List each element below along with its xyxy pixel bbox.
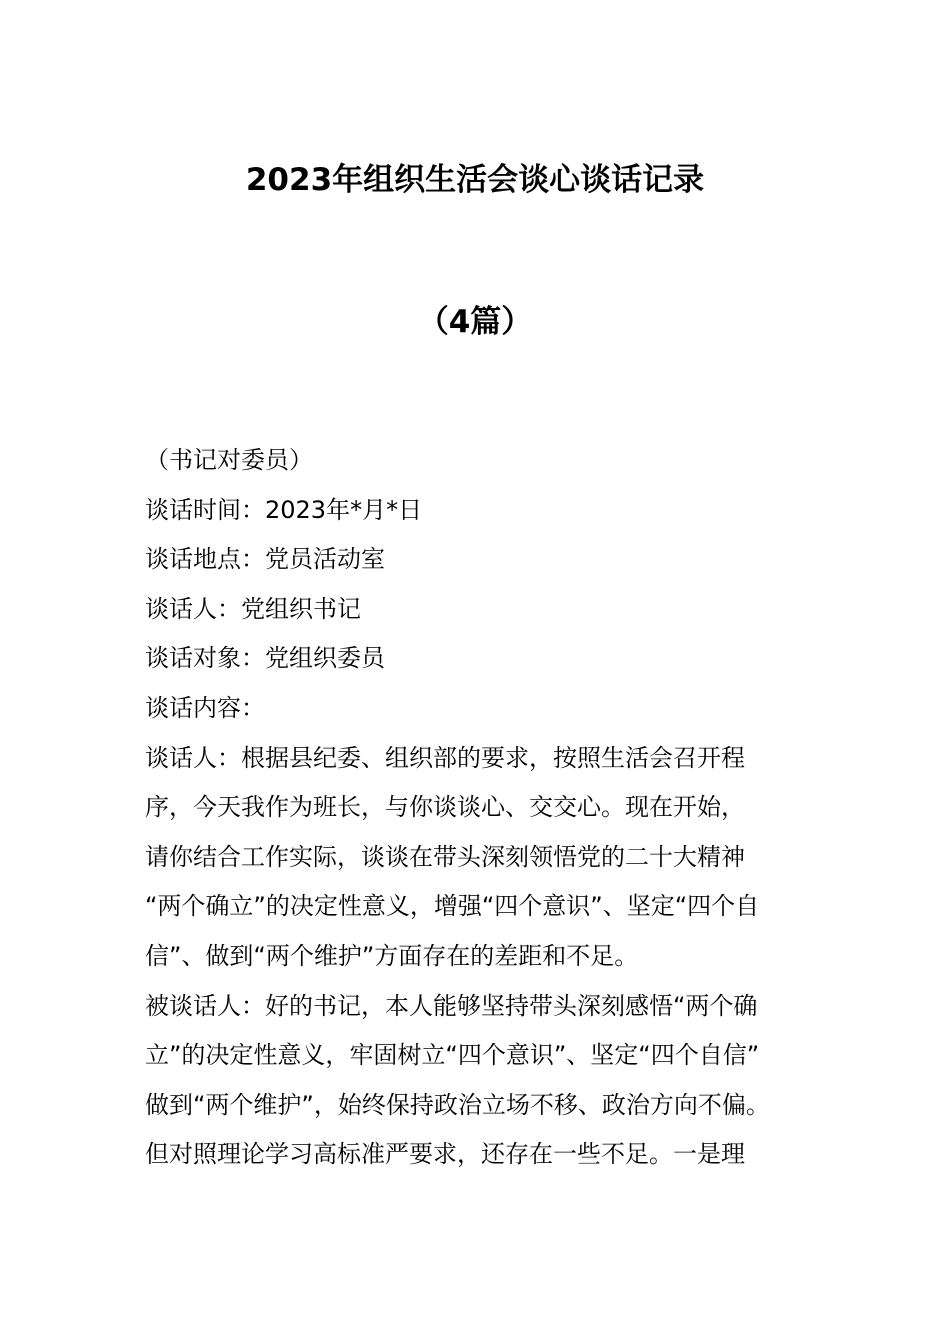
- paragraph-line: 但对照理论学习高标准严要求，还存在一些不足。一是理: [145, 1140, 745, 1169]
- paragraph-line: 被谈话人：好的书记，本人能够坚持带头深刻感悟“两个确: [145, 991, 758, 1020]
- meta-role-line: （书记对委员）: [145, 446, 313, 474]
- meta-content-label: 谈话内容：: [145, 693, 265, 722]
- meta-location-line: 谈话地点：党员活动室: [145, 545, 385, 574]
- paragraph-respondent: [145, 982, 807, 1180]
- paragraph-line: 做到“两个维护”，始终保持政治立场不移、政治方向不偏。: [145, 1090, 770, 1119]
- paragraph-line: 请你结合工作实际，谈谈在带头深刻领悟党的二十大精神: [145, 842, 745, 871]
- paragraph-line: 立”的决定性意义，牢固树立“四个意识”、坚定“四个自信”: [145, 1041, 760, 1070]
- paragraph-speaker: [145, 734, 807, 982]
- paragraph-line: 信”、做到“两个维护”方面存在的差距和不足。: [145, 941, 639, 970]
- paragraph-line: 谈话人：根据县纪委、组织部的要求，按照生活会召开程: [145, 743, 745, 772]
- document-subtitle: （4篇）: [417, 304, 533, 340]
- paragraph-line: “两个确立”的决定性意义，增强“四个意识”、坚定“四个自: [145, 892, 760, 921]
- paragraph-line: 序，今天我作为班长，与你谈谈心、交交心。现在开始，: [145, 793, 745, 822]
- document-body: [145, 436, 807, 1180]
- meta-subject-line: 谈话对象：党组织委员: [145, 644, 385, 673]
- meta-speaker-line: 谈话人：党组织书记: [145, 594, 361, 623]
- document-title: 2023年组织生活会谈心谈话记录: [245, 162, 705, 198]
- meta-time-line: 谈话时间：2023年*月*日: [145, 495, 423, 524]
